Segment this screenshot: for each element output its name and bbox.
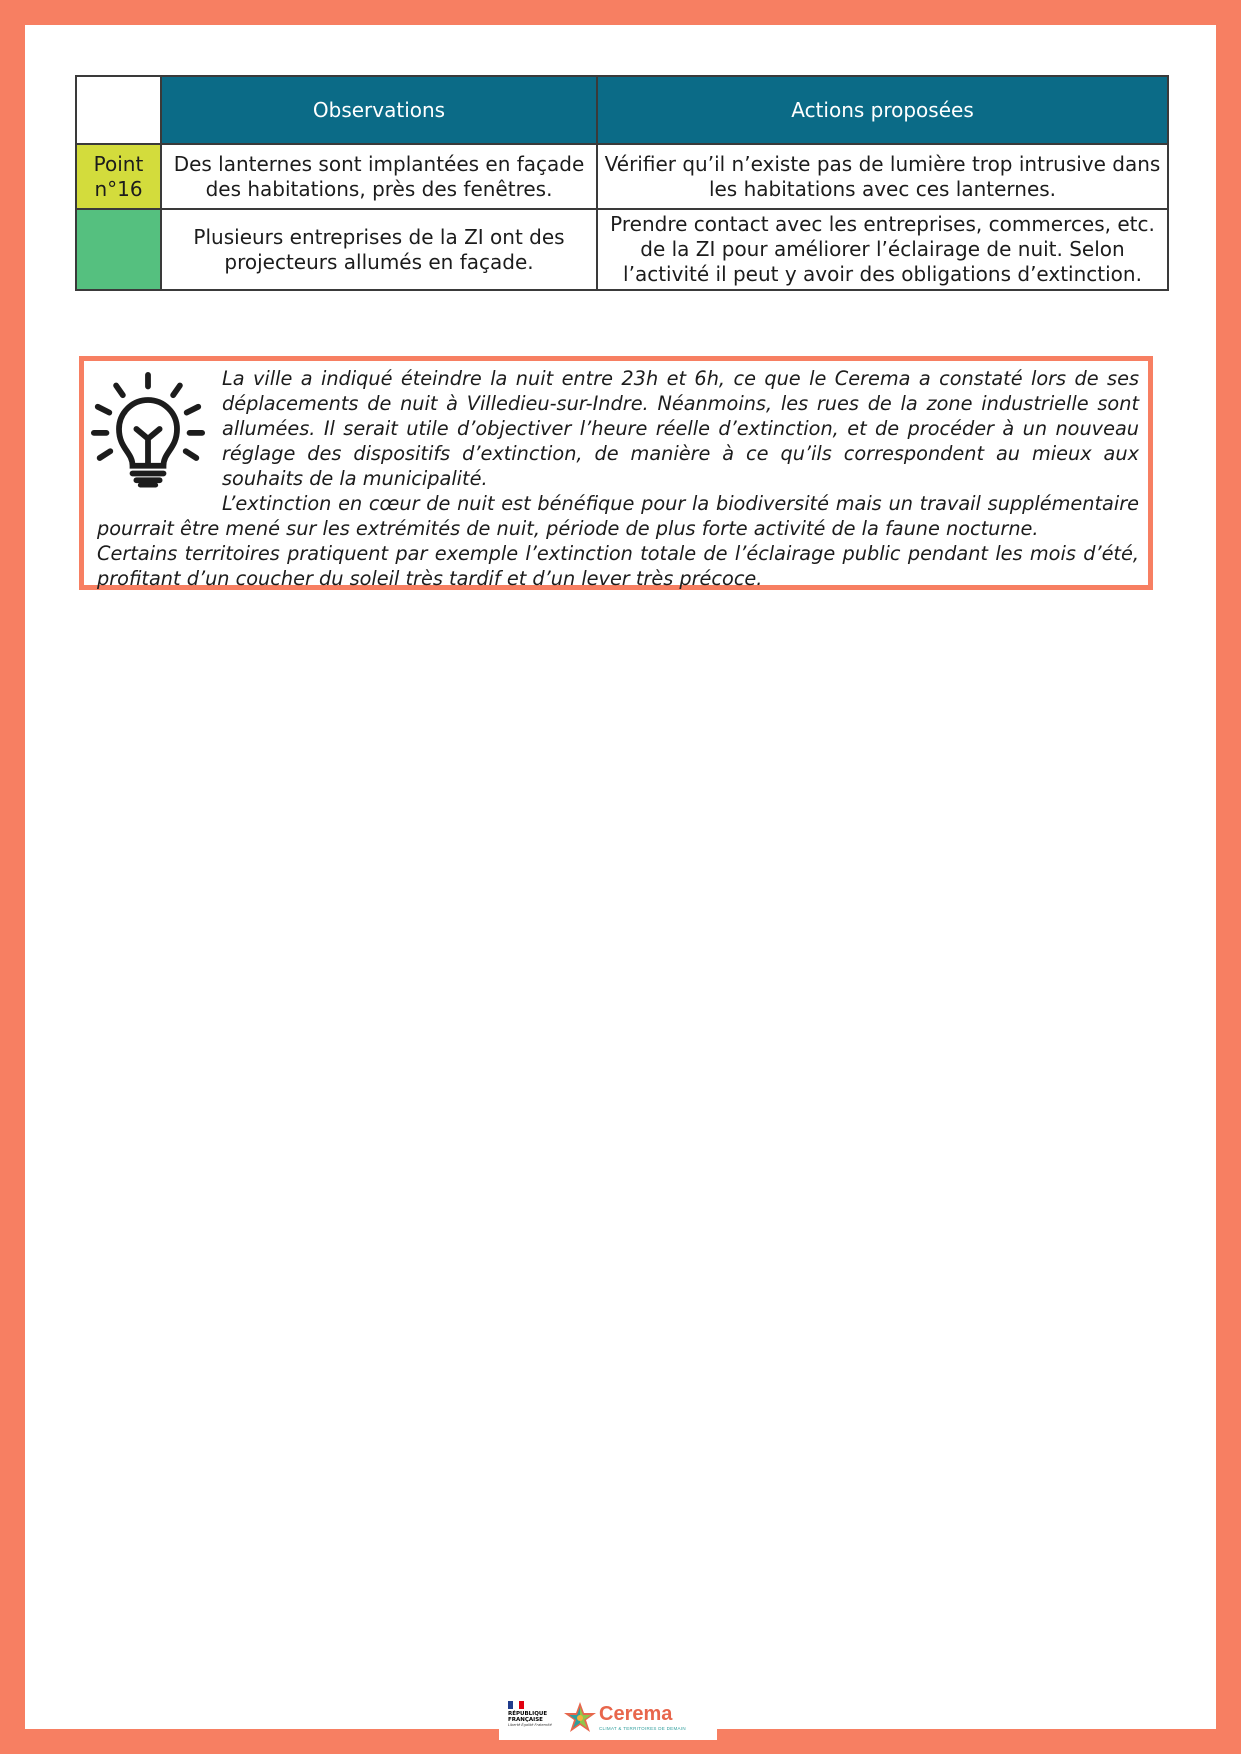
table-row bbox=[76, 144, 1168, 209]
table-header-row bbox=[76, 76, 1168, 144]
header-observations: Observations bbox=[161, 76, 597, 144]
republique-motto: Liberté Égalité Fraternité bbox=[508, 1723, 552, 1727]
icon-spacer bbox=[97, 366, 222, 484]
observation-cell: Plusieurs entreprises de la ZI ont des projecteurs allumés en façade. bbox=[161, 209, 597, 290]
tip-paragraph-1: La ville a indiqué éteindre la nuit entre 23h et 6h, ce que le Cerema a constaté lors de ses déplacements de nuit à Villedieu-sur-Indre. Néanmoins, les rues de la zone industrielle sont allumées. Il serait utile d’objectiver l’heure réelle d’extinction, et de procéder à un nouveau réglage des dispositifs d’extinction, de manière à ce qu’ils correspondent au mieux aux souhaits de la municipalité. bbox=[222, 367, 1139, 490]
header-corner-cell bbox=[76, 76, 161, 144]
point-color-cell bbox=[76, 209, 161, 290]
republique-line-2: FRANÇAISE bbox=[508, 1717, 543, 1723]
cerema-name: Cerema bbox=[599, 1703, 673, 1725]
footer-logos bbox=[499, 1691, 717, 1740]
marianne-flag-icon bbox=[508, 1701, 524, 1709]
cerema-tagline: CLIMAT & TERRITOIRES DE DEMAIN bbox=[599, 1726, 686, 1731]
tip-paragraph-2: L’extinction en cœur de nuit est bénéfique pour la biodiversité mais un travail supplémentaire pourrait être mené sur les extrémités de nuit, période de plus forte activité de la faune nocturne. bbox=[97, 492, 1139, 540]
tip-text bbox=[97, 366, 1139, 591]
action-cell: Vérifier qu’il n’existe pas de lumière trop intrusive dans les habitations avec ces lanternes. bbox=[597, 144, 1168, 209]
action-cell: Prendre contact avec les entreprises, commerces, etc. de la ZI pour améliorer l’éclairage de nuit. Selon l’activité il peut y avoir des obligations d’extinction. bbox=[597, 209, 1168, 290]
header-actions: Actions proposées bbox=[597, 76, 1168, 144]
table-row bbox=[76, 209, 1168, 290]
point-label-cell: Point n°16 bbox=[76, 144, 161, 209]
republique-line-1: RÉPUBLIQUE bbox=[508, 1711, 548, 1717]
republique-francaise-logo bbox=[508, 1701, 556, 1737]
page bbox=[25, 25, 1216, 1729]
observation-cell: Des lanternes sont implantées en façade des habitations, près des fenêtres. bbox=[161, 144, 597, 209]
observations-table bbox=[75, 75, 1169, 291]
cerema-star-icon bbox=[561, 1699, 599, 1737]
cerema-logo bbox=[561, 1699, 711, 1737]
tip-box bbox=[79, 356, 1153, 590]
tip-paragraph-3: Certains territoires pratiquent par exemple l’extinction totale de l’éclairage public pendant les mois d’été, profitant d’un coucher du soleil très tardif et d’un lever très précoce. bbox=[97, 542, 1139, 590]
